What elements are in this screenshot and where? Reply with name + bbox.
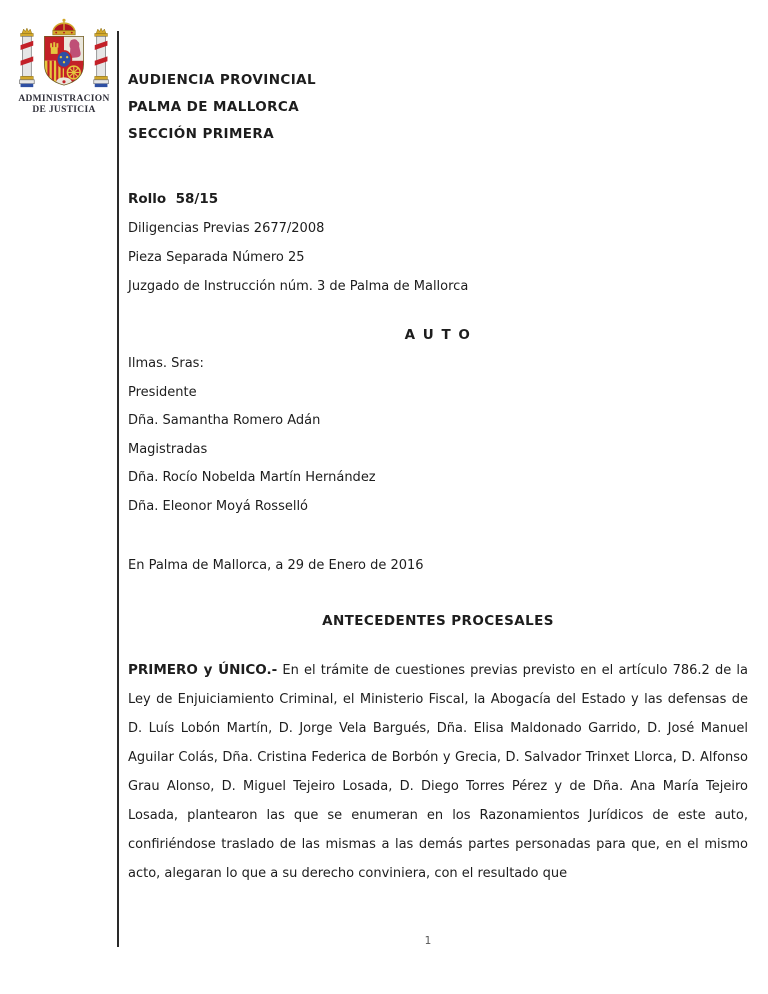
case-pieza: Pieza Separada Número 25 <box>128 250 305 265</box>
coat-of-arms <box>14 10 114 116</box>
case-info <box>128 185 748 301</box>
court-members <box>128 350 748 522</box>
shield <box>44 36 83 87</box>
member-name: Dña. Eleonor Moyá Rosselló <box>128 498 309 514</box>
page-number: 1 <box>424 935 432 947</box>
court-section: SECCIÓN PRIMERA <box>128 126 275 142</box>
margin-rule <box>117 31 119 947</box>
paragraph-text: En el trámite de cuestiones previas previsto en el artículo 786.2 de la Ley de Enjuiciamiento Criminal, el Ministerio Fiscal, la Abogacía del Estado y las defensas de D. Luís Lobón Martín, D. Jorge Vela Bargués, Dña. Elisa Maldonado Garrido, D. José Manuel Aguilar Colás, Dña. Cristina Federica de Borbón y Grecia, D. Salvador Trinxet Llorca, D. Alfonso Grau Alonso, D. Miguel Tejeiro Losada, D. Diego Torres Pérez y de Dña. Ana María Tejeiro Losada, plantearon las que se enumeran en los Razonamientos Jurídicos de este auto, confiriéndose traslado de las mismas a las demás partes personadas para que, en el mismo acto, alegaran lo que a su derecho conviniera, con el resultado que <box>128 662 748 881</box>
case-juzgado: Juzgado de Instrucción núm. 3 de Palma de Mallorca <box>128 279 469 294</box>
dateline: En Palma de Mallorca, a 29 de Enero de 2016 <box>128 557 424 573</box>
document-content <box>128 0 748 901</box>
court-city: PALMA DE MALLORCA <box>128 99 300 115</box>
auto-title: A U T O <box>404 327 472 343</box>
paragraph-lead: PRIMERO y ÚNICO.- <box>128 661 278 678</box>
members-heading: Ilmas. Sras: <box>128 356 204 371</box>
member-role-presidente: Presidente <box>128 384 197 400</box>
emblem-caption-line1: ADMINISTRACION <box>18 94 110 104</box>
member-name: Dña. Rocío Nobelda Martín Hernández <box>128 470 376 486</box>
right-pillar <box>94 28 109 87</box>
member-role-magistradas: Magistradas <box>128 441 208 457</box>
case-rollo: Rollo 58/15 <box>128 191 219 207</box>
spain-coat-of-arms-icon <box>15 10 113 92</box>
court-name: AUDIENCIA PROVINCIAL <box>128 72 316 88</box>
member-name: Dña. Samantha Romero Adán <box>128 413 321 429</box>
royal-crown <box>53 19 75 35</box>
emblem-caption-line2: DE JUSTICIA <box>32 105 96 115</box>
left-pillar <box>20 28 35 87</box>
case-diligencias: Diligencias Previas 2677/2008 <box>128 221 325 236</box>
section-title: ANTECEDENTES PROCESALES <box>322 612 554 629</box>
body-paragraph <box>128 656 748 888</box>
court-header <box>128 67 748 148</box>
